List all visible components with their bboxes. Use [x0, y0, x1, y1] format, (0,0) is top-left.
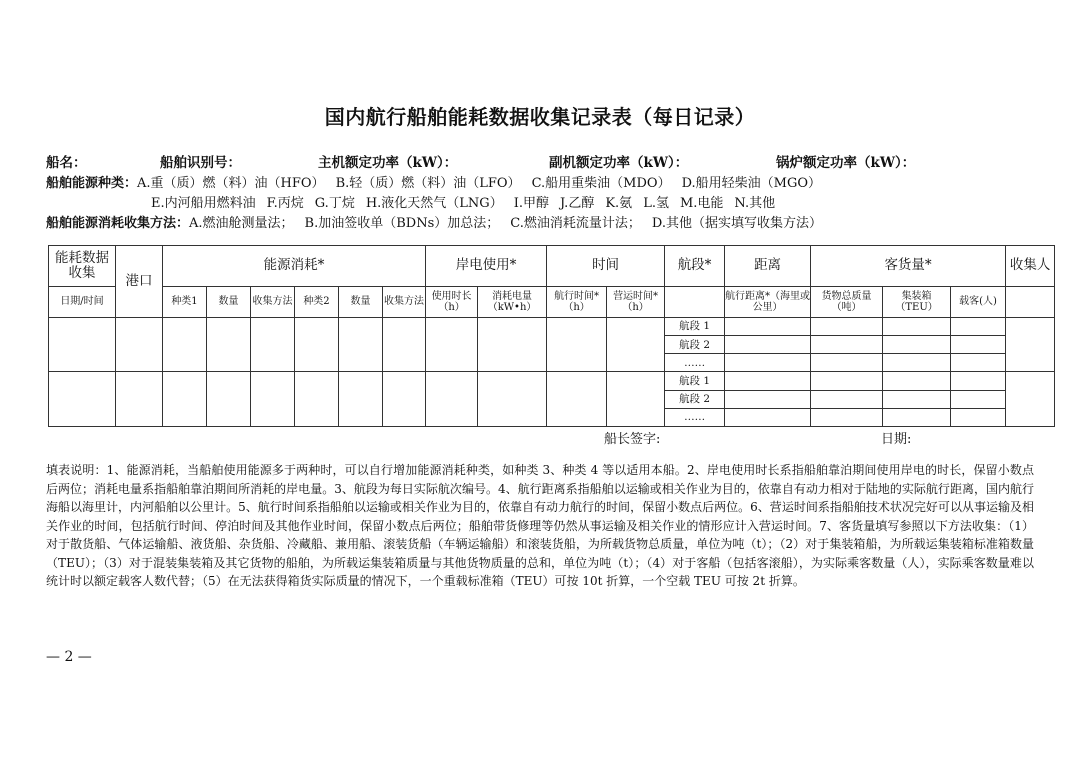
cell-segment: 航段 1: [665, 372, 725, 390]
cell-passengers[interactable]: [951, 354, 1006, 372]
subheader-date-time: 日期/时间: [49, 287, 116, 317]
energy-type-item: G.丁烷: [314, 196, 355, 211]
energy-type-item: D.船用轻柴油（MGO）: [681, 176, 822, 191]
cell-shore-kwh[interactable]: [478, 372, 547, 427]
subheader-collector-empty: [1006, 287, 1055, 317]
subheader-cargo-mass: 货物总质量（吨）: [811, 287, 883, 317]
subheader-teu: 集装箱（TEU）: [883, 287, 951, 317]
subheader-quantity-1: 数量: [207, 287, 251, 317]
subheader-passengers: 载客(人): [951, 287, 1006, 317]
collection-methods-line: [46, 212, 833, 231]
cell-operating-time[interactable]: [607, 317, 665, 372]
ship-id-field[interactable]: 船舶识别号：: [160, 155, 241, 171]
table-row: [49, 372, 1055, 390]
cell-teu[interactable]: [883, 335, 951, 353]
energy-types-line-2: [151, 192, 786, 211]
filling-instructions: 填表说明：1、能源消耗，当船舶使用能源多于两种时，可以自行增加能源消耗种类，如种类 3、种类 4 等以适用本船。2、岸电使用时长系指船舶靠泊期间使用岸电的时长，保留小数点后两位；消耗电量系指船舶靠泊期间所消耗的岸电量。3、航段为每日实际航次编号。4、航行距离系指船舶以运输或相关作业为目的，依靠自有动力相对于陆地的实际航行距离，国内航行海船以海里计，内河船舶以公里计。5、航行时间系指船舶以运输或相关作业为目的，依靠自有动力航行的时间，保留小数点后两位。6、营运时间系指船舶技术状况完好可以从事运输及相关作业的时间，包括航行时间、停泊时间及其他作业时间，保留小数点后两位；船舶带货修理等仍然从事运输及相关作业的情形应计入营运时间。7、客货量填写参照以下方法收集：（1）对于散货船、气体运输船、液货船、杂货船、冷藏船、兼用船、滚装货船（车辆运输船）和滚装货船，为所载货物总质量，单位为吨（t）；（2）对于集装箱船，为所载运集装箱标准箱数量（TEU）；（3）对于混装集装箱及其它货物的船舶，为所载运集装箱质量与其他货物质量的总和，单位为吨（t）；（4）对于客船（包括客滚船），为实际乘客数量（人），实际乘客数量难以统计时以额定载客人数代替；（5）在无法获得箱货实际质量的情况下，一个重载标准箱（TEU）可按 10t 折算，一个空载 TEU 可按 2t 折算。: [46, 463, 1034, 588]
cell-type-1[interactable]: [163, 317, 207, 372]
energy-type-item: M.电能: [679, 196, 724, 211]
energy-type-item: K.氨: [605, 196, 633, 211]
collection-method-item: B.加油签收单（BDNs）加总法；: [304, 216, 500, 231]
cell-shore-hours[interactable]: [426, 372, 478, 427]
cell-collector[interactable]: [1006, 317, 1055, 372]
cell-teu[interactable]: [883, 354, 951, 372]
cell-passengers[interactable]: [951, 408, 1006, 426]
collection-method-item: A.燃油舱测量法；: [189, 216, 294, 231]
cell-sail-time[interactable]: [547, 372, 607, 427]
ship-name-field[interactable]: 船名：: [46, 155, 87, 171]
energy-type-item: B.轻（质）燃（料）油（LFO）: [335, 176, 521, 191]
energy-type-item: A.重（质）燃（料）油（HFO）: [137, 176, 325, 191]
page-number: — 2 —: [46, 649, 92, 665]
cell-cargo-mass[interactable]: [811, 408, 883, 426]
boiler-power-field[interactable]: 锅炉额定功率（kW）：: [776, 155, 916, 171]
cell-distance[interactable]: [725, 390, 811, 408]
energy-record-table: [48, 245, 1055, 427]
cell-quantity-1[interactable]: [207, 317, 251, 372]
header-segment: 航段*: [665, 246, 725, 287]
ship-info-row: [46, 151, 1046, 171]
aux-engine-power-field[interactable]: 副机额定功率（kW）：: [549, 155, 689, 171]
subheader-operating-time: 营运时间*（h）: [607, 287, 665, 317]
header-cargo-volume: 客货量*: [811, 246, 1006, 287]
cell-distance[interactable]: [725, 408, 811, 426]
cell-passengers[interactable]: [951, 317, 1006, 335]
cell-distance[interactable]: [725, 317, 811, 335]
header-data-collection: 能耗数据收集: [49, 246, 116, 287]
header-energy-consumption: 能源消耗*: [163, 246, 426, 287]
cell-teu[interactable]: [883, 390, 951, 408]
header-shore-power: 岸电使用*: [426, 246, 547, 287]
cell-distance[interactable]: [725, 372, 811, 390]
energy-types-line-1: [46, 172, 832, 191]
energy-type-item: F.丙烷: [266, 196, 304, 211]
cell-date[interactable]: [49, 372, 116, 427]
collection-method-item: D.其他（据实填写收集方法）: [651, 216, 822, 231]
signature-date-label[interactable]: 日期:: [881, 432, 912, 447]
cell-operating-time[interactable]: [607, 372, 665, 427]
main-engine-power-field[interactable]: 主机额定功率（kW）：: [318, 155, 458, 171]
header-collector: 收集人: [1006, 246, 1055, 287]
cell-type-2[interactable]: [295, 317, 339, 372]
cell-segment: ……: [665, 354, 725, 372]
cell-sail-time[interactable]: [547, 317, 607, 372]
subheader-shore-hours: 使用时长（h）: [426, 287, 478, 317]
collection-methods-label: 船舶能源消耗收集方法：: [46, 216, 190, 231]
cell-date[interactable]: [49, 317, 116, 372]
collection-method-item: C.燃油消耗流量计法；: [510, 216, 641, 231]
subheader-sail-distance: 航行距离*（海里或公里）: [725, 287, 811, 317]
cell-passengers[interactable]: [951, 372, 1006, 390]
subheader-quantity-2: 数量: [339, 287, 383, 317]
cell-segment: 航段 2: [665, 335, 725, 353]
cell-distance[interactable]: [725, 354, 811, 372]
cell-method-2[interactable]: [383, 372, 426, 427]
energy-type-item: I.甲醇: [513, 196, 549, 211]
cell-method-2[interactable]: [383, 317, 426, 372]
energy-type-item: C.船用重柴油（MDO）: [531, 176, 671, 191]
energy-type-item: J.乙醇: [559, 196, 595, 211]
cell-method-1[interactable]: [251, 317, 295, 372]
cell-passengers[interactable]: [951, 390, 1006, 408]
subheader-sail-time: 航行时间*（h）: [547, 287, 607, 317]
subheader-type-2: 种类2: [295, 287, 339, 317]
cell-method-1[interactable]: [251, 372, 295, 427]
cell-type-1[interactable]: [163, 372, 207, 427]
cell-segment: 航段 2: [665, 390, 725, 408]
subheader-segment-empty: [665, 287, 725, 317]
cell-passengers[interactable]: [951, 335, 1006, 353]
energy-type-item: L.氢: [643, 196, 669, 211]
energy-types-label: 船舶能源种类：: [46, 176, 138, 191]
energy-type-item: E.内河船用燃料油: [151, 196, 256, 211]
subheader-shore-kwh: 消耗电量（kW•h）: [478, 287, 547, 317]
cell-teu[interactable]: [883, 408, 951, 426]
cell-port[interactable]: [116, 372, 163, 427]
header-time: 时间: [547, 246, 665, 287]
cell-cargo-mass[interactable]: [811, 354, 883, 372]
cell-cargo-mass[interactable]: [811, 390, 883, 408]
cell-segment: 航段 1: [665, 317, 725, 335]
header-port: 港口: [116, 246, 163, 318]
cell-quantity-1[interactable]: [207, 372, 251, 427]
cell-cargo-mass[interactable]: [811, 372, 883, 390]
cell-type-2[interactable]: [295, 372, 339, 427]
header-distance: 距离: [725, 246, 811, 287]
cell-port[interactable]: [116, 317, 163, 372]
energy-type-item: N.其他: [734, 196, 776, 211]
cell-collector[interactable]: [1006, 372, 1055, 427]
cell-quantity-2[interactable]: [339, 372, 383, 427]
energy-type-item: H.液化天然气（LNG）: [365, 196, 503, 211]
subheader-method-2: 收集方法: [383, 287, 426, 317]
captain-signature-label[interactable]: 船长签字:: [604, 432, 661, 447]
cell-shore-kwh[interactable]: [478, 317, 547, 372]
cell-segment: ……: [665, 408, 725, 426]
cell-distance[interactable]: [725, 335, 811, 353]
table-row: [49, 317, 1055, 335]
cell-cargo-mass[interactable]: [811, 317, 883, 335]
page-title: 国内航行船舶能耗数据收集记录表（每日记录）: [324, 105, 756, 129]
subheader-method-1: 收集方法: [251, 287, 295, 317]
cell-cargo-mass[interactable]: [811, 335, 883, 353]
subheader-type-1: 种类1: [163, 287, 207, 317]
cell-teu[interactable]: [883, 317, 951, 335]
cell-shore-hours[interactable]: [426, 317, 478, 372]
cell-quantity-2[interactable]: [339, 317, 383, 372]
cell-teu[interactable]: [883, 372, 951, 390]
